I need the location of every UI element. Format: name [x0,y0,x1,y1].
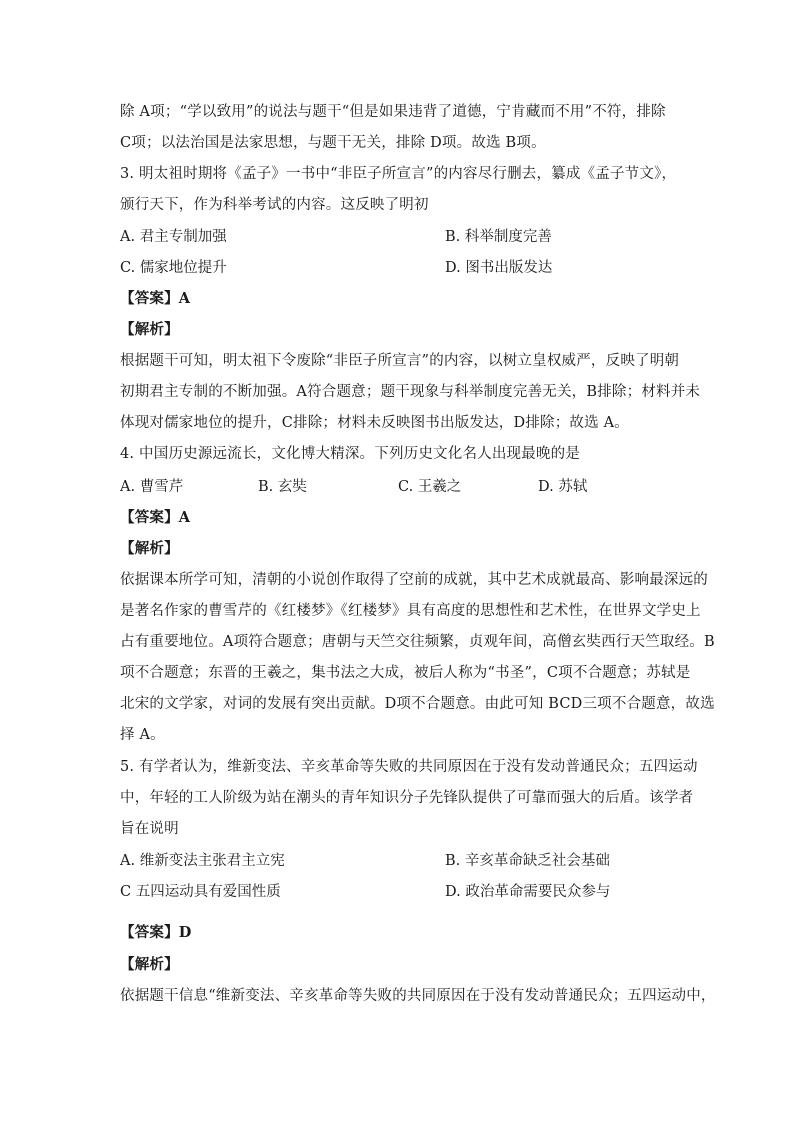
q3-option-a: A. 君主专制加强 [120,229,227,245]
question-5-stem: 旨在说明 [120,821,179,837]
q4-analysis-label: 【解析】 [120,540,179,557]
question-5-stem: 中，年轻的工人阶级为站在潮头的青年知识分子先锋队提供了可靠而强大的后盾。该学者 [120,790,694,806]
q5-analysis-line: 依据题干信息“维新变法、辛亥革命等失败的共同原因在于没有发动普通民众；五四运动中， [120,988,716,1004]
q3-analysis-label: 【解析】 [120,321,179,338]
q3-option-b: B. 科举制度完善 [445,229,552,245]
q4-option-a: A. 曹雪芹 [120,479,184,495]
question-3-stem: 颁行天下，作为科举考试的内容。这反映了明初 [120,197,429,213]
q3-option-d: D. 图书出版发达 [445,260,553,276]
q5-answer: 【答案】D [120,924,192,941]
q4-option-c: C. 王羲之 [398,479,462,495]
q4-analysis-line: 是著名作家的曹雪芹的《红楼梦》《红楼梦》具有高度的思想性和艺术性，在世界文学史上 [120,603,701,619]
q4-option-d: D. 苏轼 [538,479,588,495]
question-3-stem: 3. 明太祖时期将《孟子》一书中“非臣子所宣言”的内容尽行删去，纂成《孟子节文》， [120,166,677,182]
text-line: C项；以法治国是法家思想，与题干无关，排除 D项。故选 B项。 [120,135,546,151]
q3-analysis-line: 根据题干可知，明太祖下令废除“非臣子所宣言”的内容，以树立皇权威严，反映了明朝 [120,353,680,369]
q5-option-b: B. 辛亥革命缺乏社会基础 [445,853,610,869]
q4-analysis-line: 项不合题意；东晋的王羲之，集书法之大成，被后人称为“书圣”，C项不合题意；苏轼是 [120,665,691,681]
q5-option-d: D. 政治革命需要民众参与 [445,884,611,900]
q3-analysis-line: 初期君主专制的不断加强。A符合题意；题干现象与科举制度完善无关，B排除；材料并未 [120,384,701,400]
q4-answer: 【答案】A [120,509,191,526]
q4-analysis-line: 占有重要地位。A项符合题意；唐朝与天竺交往频繁，贞观年间，高僧玄奘西行天竺取经。B [120,634,715,650]
q5-option-a: A. 维新变法主张君主立宪 [120,853,285,869]
q5-analysis-label: 【解析】 [120,956,179,973]
q3-analysis-line: 体现对儒家地位的提升，C排除；材料未反映图书出版发达，D排除；故选 A。 [120,415,629,431]
q4-analysis-line: 依据课本所学可知，清朝的小说创作取得了空前的成就，其中艺术成就最高、影响最深远的 [120,572,708,588]
q5-option-c: C 五四运动具有爱国性质 [120,884,281,900]
question-5-stem: 5. 有学者认为，维新变法、辛亥革命等失败的共同原因在于没有发动普通民众；五四运动 [120,759,698,775]
question-4-stem: 4. 中国历史源远流长，文化博大精深。下列历史文化名人出现最晚的是 [120,446,581,462]
q4-option-b: B. 玄奘 [258,479,307,495]
q4-analysis-line: 北宋的文学家，对词的发展有突出贡献。D项不合题意。由此可知 BCD三项不合题意，故选 [120,696,715,712]
q4-analysis-line: 择 A。 [120,727,165,743]
text-line: 除 A项；“学以致用”的说法与题干“但是如果违背了道德，宁肯藏而不用”不符，排除 [120,104,666,120]
q3-option-c: C. 儒家地位提升 [120,260,227,276]
q3-answer: 【答案】A [120,290,191,307]
